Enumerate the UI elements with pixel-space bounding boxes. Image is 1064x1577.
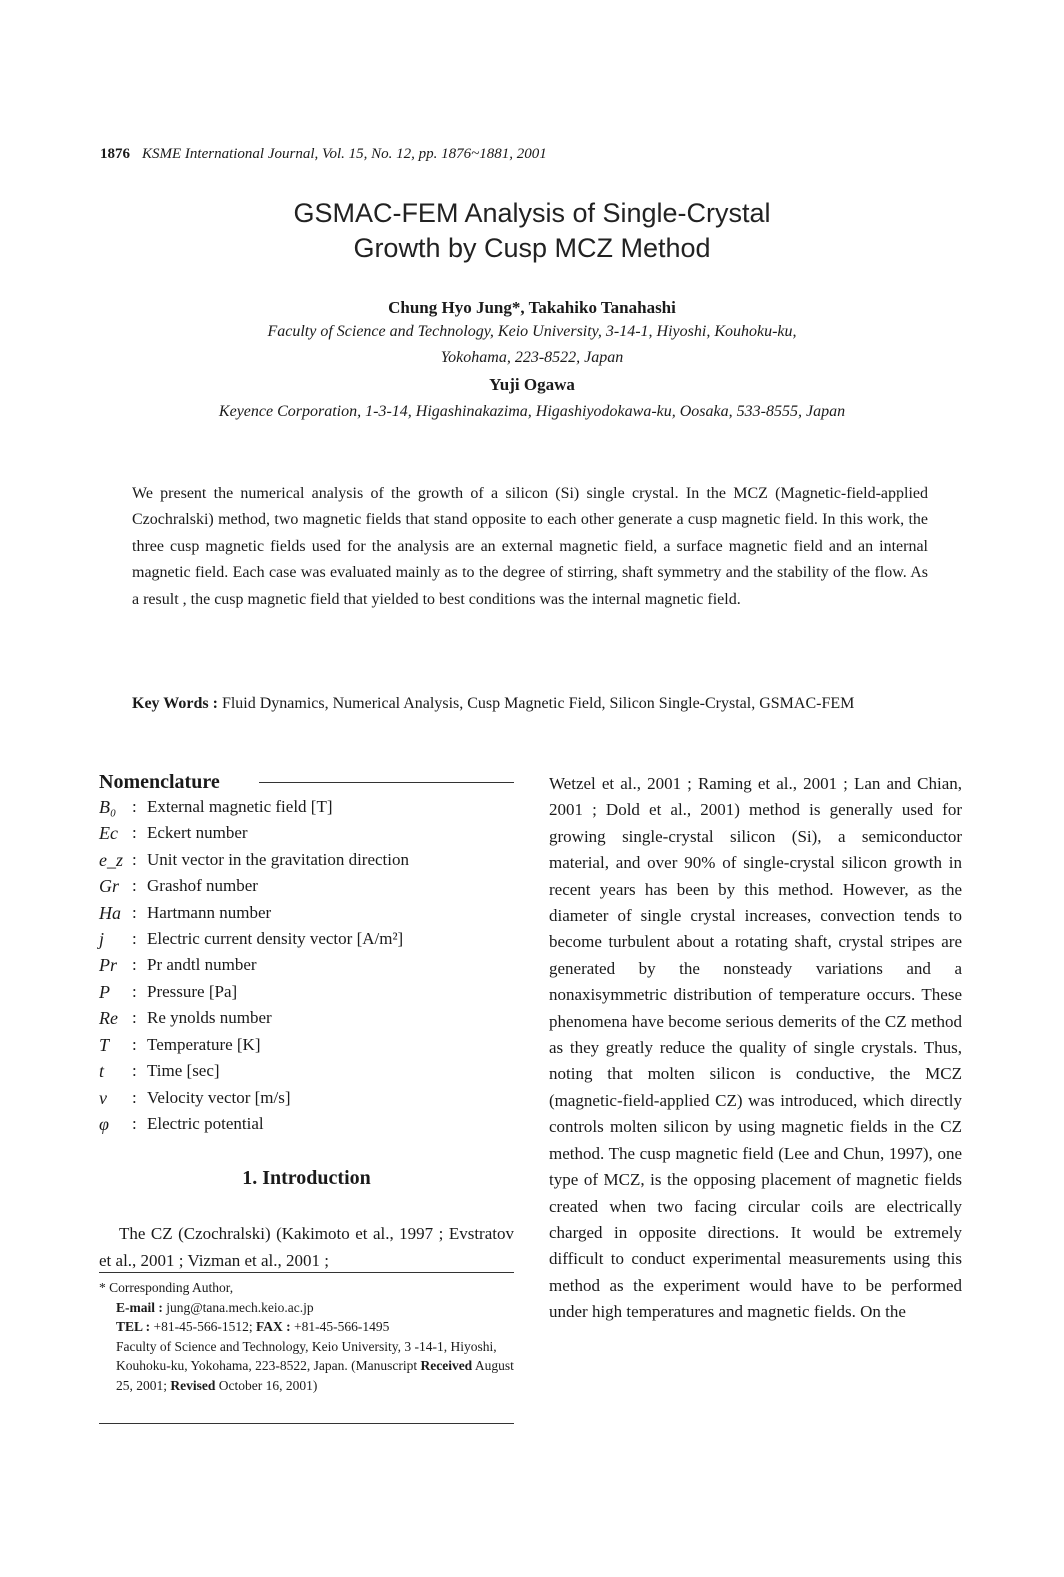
paper-title [0, 196, 1064, 266]
footnote-email: jung@tana.mech.keio.ac.jp [166, 1299, 314, 1315]
nomenclature-definition: Hartmann number [147, 903, 272, 922]
nomenclature-definition: Unit vector in the gravitation direction [147, 850, 410, 869]
introduction-paragraph [99, 1220, 514, 1274]
nomenclature-symbol: Re [99, 1008, 118, 1028]
nomenclature-symbol: j [99, 929, 105, 949]
footnote [99, 1278, 514, 1395]
journal-citation: KSME International Journal, Vol. 15, No. 12, pp. 1876~1881, 2001 [142, 146, 547, 162]
nomenclature-definition: Time [sec] [147, 1061, 220, 1080]
nomenclature-symbol: Ec [99, 823, 118, 843]
nomenclature-definition: Re ynolds number [147, 1008, 272, 1027]
affiliation-2: Keyence Corporation, 1-3-14, Higashinakazima, Higashiyodokawa-ku, Oosaka, 533-8555, Japan [218, 403, 846, 420]
footnote-email-line: E-mail : jung@tana.mech.keio.ac.jp [116, 1299, 314, 1315]
nomenclature-definition: Velocity vector [m/s] [147, 1088, 291, 1107]
nomenclature-symbol: t [99, 1061, 105, 1081]
nomenclature-symbol: B₀ [99, 797, 117, 817]
footnote-address: Faculty of Science and Technology, Keio University, 3 -14-1, Hiyoshi, Kouhoku-ku, Yokohama, 223-8522, Japan. (Manuscript Received August 25, 2001; Revised October 16, 2001) [116, 1338, 514, 1393]
affiliation-1-line-2: Yokohama, 223-8522, Japan [440, 349, 624, 366]
keywords-label: Key Words : [132, 695, 218, 712]
footnote-corresponding: * Corresponding Author, [99, 1280, 234, 1295]
nomenclature-definition: Electric current density vector [A/m²] [147, 929, 404, 948]
right-column-text: Wetzel et al., 2001 ; Raming et al., 2001 ; Lan and Chian, 2001 ; Dold et al., 2001) method is generally used for growing single-crystal silicon (Si), a semiconductor material, and over 90% of single-crystal silicon growth in recent years has been by this method. However, as the diameter of single crystal increases, convection tends to become turbulent about a rotating shaft, crystal stripes are generated by the nonsteady variations and a nonaxisymmetric distribution of temperature occurs. These phenomena have become serious demerits of the CZ method as they greatly reduce the quality of single crystals. Thus, noting that molten silicon is conductive, the MCZ (magnetic-field-applied CZ) was introduced, which directly controls molten silicon by using magnetic fields in the CZ method. The cusp magnetic field (Lee and Chun, 1997), one type of MCZ, is the opposing placement of magnetic fields created when two facing circular coils are electrically charged in opposite directions. It would be extremely difficult to conduct experimental measurements using this method as the experiment would have to be performed under high temperatures and magnetic fields. On the [549, 774, 962, 1322]
nomenclature-symbol: e_z [99, 850, 123, 870]
footnote-rule [99, 1272, 514, 1273]
introduction-text: The CZ (Czochralski) (Kakimoto et al., 1997 ; Evstratov et al., 2001 ; Vizman et al., 2001 ; [99, 1224, 514, 1270]
page-number: 1876 [100, 146, 130, 162]
nomenclature-rule [259, 782, 514, 783]
footnote-phone-line: TEL : +81-45-566-1512; FAX : +81-45-566-1495 [116, 1319, 390, 1334]
nomenclature-definition: Grashof number [147, 876, 258, 895]
author-group-1: Chung Hyo Jung*, Takahiko Tanahashi [388, 298, 676, 317]
nomenclature-symbol: P [99, 982, 110, 1002]
nomenclature-definition: Electric potential [147, 1114, 264, 1133]
section-heading-introduction: 1. Introduction [242, 1167, 371, 1189]
nomenclature-heading-text: Nomenclature [99, 771, 220, 793]
abstract: We present the numerical analysis of the growth of a silicon (Si) single crystal. In the MCZ (Magnetic-field-applied Czochralski) method, two magnetic fields that stand opposite to each other generate a cusp magnetic field. In this work, the three cusp magnetic fields used for the analysis are an external magnetic field, a surface magnetic field and an internal magnetic field. Each case was evaluated mainly as to the degree of stirring, shaft symmetry and the stability of the flow. As a result , the cusp magnetic field that yielded to best conditions was the internal magnetic field. [132, 485, 928, 608]
nomenclature-definition: External magnetic field [T] [147, 797, 333, 816]
nomenclature-symbol: Gr [99, 876, 120, 896]
keywords-text: Fluid Dynamics, Numerical Analysis, Cusp Magnetic Field, Silicon Single-Crystal, GSMAC-FEM [221, 695, 855, 712]
keywords [132, 690, 928, 717]
footnote-bottom-rule [99, 1423, 514, 1424]
nomenclature-definition: Pressure [Pa] [147, 982, 238, 1001]
nomenclature-symbol: T [99, 1035, 110, 1055]
author-group-2: Yuji Ogawa [489, 375, 575, 394]
title-line-2: Growth by Cusp MCZ Method [353, 233, 711, 263]
nomenclature-definition: Pr andtl number [147, 955, 257, 974]
affiliation-1-line-1: Faculty of Science and Technology, Keio University, 3-14-1, Hiyoshi, Kouhoku-ku, [267, 323, 797, 340]
nomenclature-symbol: v [99, 1088, 107, 1108]
nomenclature-heading [99, 771, 514, 794]
nomenclature-definition: Eckert number [147, 823, 248, 842]
title-line-1: GSMAC-FEM Analysis of Single-Crystal [293, 198, 771, 228]
nomenclature-definition: Temperature [K] [147, 1035, 261, 1054]
nomenclature-symbol: φ [99, 1114, 109, 1134]
nomenclature-symbol: Pr [99, 955, 117, 975]
running-header [100, 146, 547, 163]
nomenclature-symbol: Ha [99, 903, 121, 923]
